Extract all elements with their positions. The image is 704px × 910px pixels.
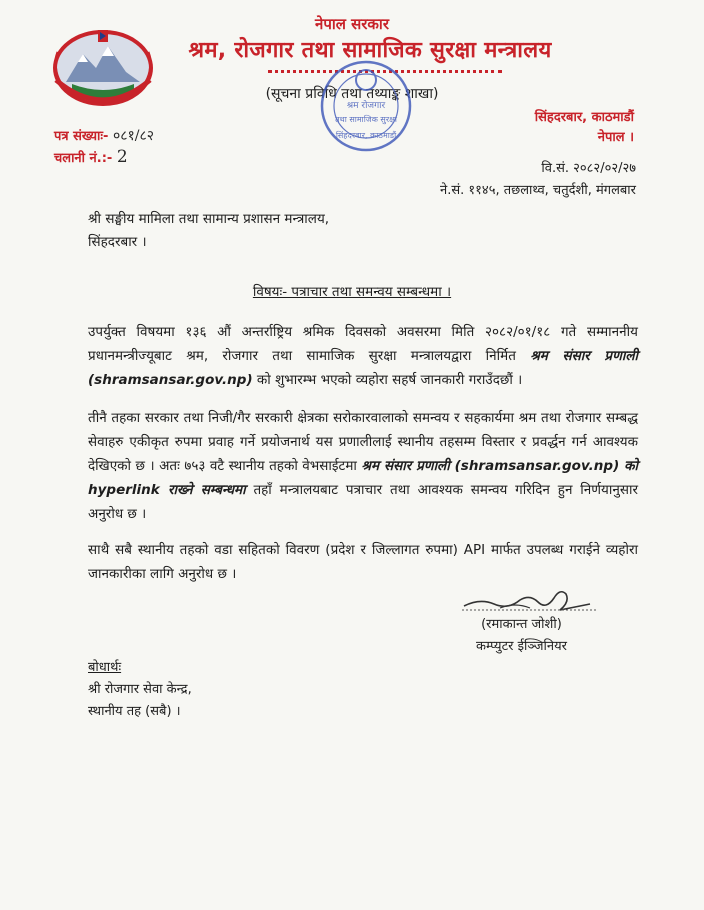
- letter-number: [54, 126, 154, 147]
- p1-text-b: को शुभारम्भ भएको व्यहोरा सहर्ष जानकारी गराउँदछौं ।: [252, 372, 523, 388]
- dispatch-number-label: चलानी नं.:-: [54, 151, 113, 166]
- p2-hyperlink-request: श्रम संसार प्रणाली (shramsansar.gov.np) को hyperlink राख्ने सम्बन्धमा: [88, 458, 638, 498]
- branch-name: (सूचना प्रविधि तथा तथ्याङ्क शाखा): [265, 86, 439, 102]
- subject-line: [0, 282, 704, 300]
- letter-number-label: पत्र संख्याः-: [54, 129, 109, 144]
- dispatch-number: [54, 147, 154, 169]
- body-paragraph-1: [88, 320, 638, 392]
- government-title: नेपाल सरकार: [315, 15, 389, 33]
- recipient-line-2: सिंहदरबार ।: [88, 234, 147, 250]
- address-line-2: नेपाल ।: [597, 130, 634, 145]
- p1-system-name: श्रम संसार प्रणाली (shramsansar.gov.np): [88, 348, 638, 388]
- office-stamp-icon: [316, 58, 416, 154]
- subject-text: विषयः- पत्राचार तथा समन्वय सम्बन्धमा ।: [252, 284, 452, 300]
- stamp-text-top: श्रम रोजगार: [346, 101, 386, 111]
- cc-line-2: स्थानीय तह (सबै) ।: [88, 704, 181, 719]
- cc-title: बोधार्थः: [88, 660, 122, 675]
- signatory-block: [476, 614, 567, 658]
- signatory-name: (रमाकान्त जोशी): [481, 617, 562, 632]
- cc-block: [88, 657, 192, 723]
- p2-text-a: तीनै तहका सरकार तथा निजी/गैर सरकारी क्षेत्रका सरोकारवालाको समन्वय र सहकार्यमा श्रम तथा रोजगार सम्बद्ध सेवाहरु एकीकृत रुपमा प्रवाह गर्ने प्रयोजनार्थ यस प्रणालीलाई स्थानीय तहसम्म विस्तार र प्रवर्द्धन गर्न आवश्यक देखिएको छ । अतः ७५३ वटै स्थानीय तहको वेभसाईटमा: [88, 410, 638, 474]
- recipient-line-1: श्री सङ्घीय मामिला तथा सामान्य प्रशासन मन्त्रालय,: [88, 211, 330, 227]
- recipient: [88, 208, 329, 254]
- p2-text-b: तहाँ मन्त्रालयबाट पत्राचार तथा आवश्यक समन्वय गरिदिन हुन निर्णयानुसार अनुरोध छ ।: [88, 482, 638, 522]
- body-paragraph-2: [88, 406, 638, 526]
- date-bs: वि.सं. २०८२/०२/२७: [541, 161, 636, 176]
- address-line-1: सिंहदरबार, काठमाडौं: [534, 110, 634, 125]
- cc-line-1: श्री रोजगार सेवा केन्द्र,: [88, 682, 192, 697]
- office-address: [535, 108, 634, 148]
- ministry-name: श्रम, रोजगार तथा सामाजिक सुरक्षा मन्त्रालय: [188, 38, 552, 63]
- reference-block: [54, 126, 154, 169]
- date-block: [440, 158, 636, 202]
- body-paragraph-3: साथै सबै स्थानीय तहको वडा सहितको विवरण (प्रदेश र जिल्लागत रुपमा) API मार्फत उपलब्ध गराईने व्यहोरा जानकारीका लागि अनुरोध छ ।: [88, 542, 638, 582]
- stamp-text-mid: तथा सामाजिक सुरक्षा: [335, 115, 397, 124]
- letter-number-value: ०८१/८२: [112, 128, 155, 144]
- stamp-text-bottom: सिंहदरबार, काठमाडौं: [335, 131, 397, 140]
- date-nepal-sambat: ने.सं. ११४५, तछलाथ्व, चतुर्दशी, मंगलबार: [440, 183, 636, 198]
- signatory-designation: कम्प्युटर ईञ्जिनियर: [476, 639, 567, 654]
- p1-text-a: उपर्युक्त विषयमा १३६ औं अन्तर्राष्ट्रिय श्रमिक दिवसको अवसरमा मिति २०८२/०१/१८ गते सम्माननीय प्रधानमन्त्रीज्यूबाट श्रम, रोजगार तथा सामाजिक सुरक्षा मन्त्रालयद्वारा निर्मित: [88, 324, 638, 364]
- dispatch-number-value: 2: [116, 147, 128, 167]
- signature-icon: [460, 580, 600, 618]
